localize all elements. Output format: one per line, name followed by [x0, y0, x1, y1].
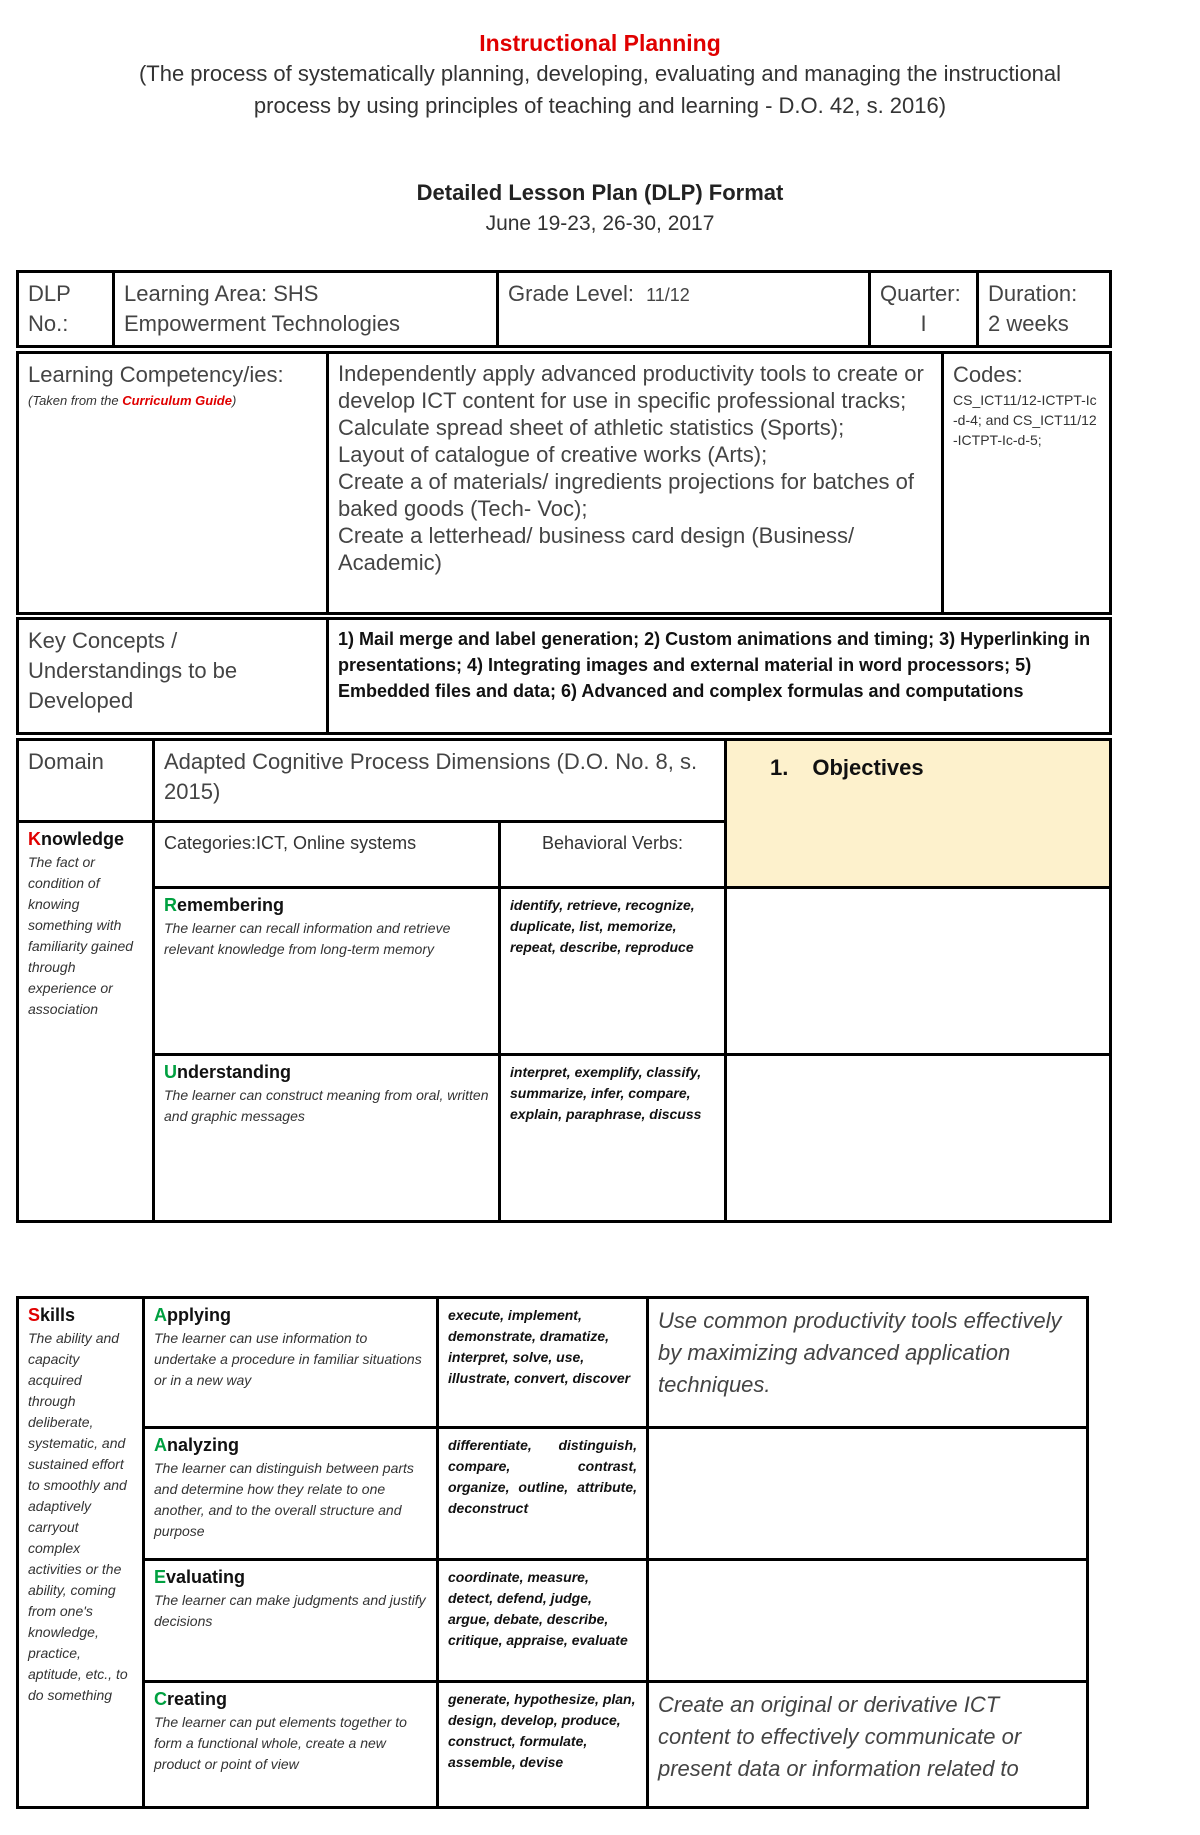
knowledge-table: [16, 738, 1112, 1223]
understanding-heading: [164, 1062, 489, 1083]
page-title: Instructional Planning: [479, 30, 721, 56]
understanding-cell: [154, 1055, 500, 1222]
understanding-desc: The learner can construct meaning from oral, written and graphic messages: [164, 1087, 489, 1124]
quarter-value: I: [920, 311, 927, 336]
dlp-title: Detailed Lesson Plan (DLP) Format: [416, 180, 784, 205]
analyzing-objective: [648, 1428, 1088, 1560]
competency-note-prefix: (Taken from the: [28, 393, 123, 408]
creating-objective: Create an original or derivative ICT content to effectively communicate or present data or information related to: [648, 1682, 1088, 1808]
objectives-title: [736, 747, 1100, 781]
key-concepts-label: Key Concepts / Understandings to be Developed: [18, 619, 328, 734]
evaluating-rest: valuating: [166, 1567, 246, 1587]
applying-rest: pplying: [167, 1305, 231, 1325]
key-concepts-text: 1) Mail merge and label generation; 2) Custom animations and timing; 3) Hyperlinking in presentations; 4) Integrating images and external material in word processors; 5) Embedded files and data; 6) Advanced and complex formulas and computations: [328, 619, 1111, 734]
duration-label: Duration:: [988, 281, 1078, 306]
codes-label: Codes:: [953, 362, 1023, 387]
info-table: [16, 270, 1112, 348]
objectives-header: [726, 740, 1111, 888]
evaluating-cell: [144, 1560, 438, 1682]
analyzing-rest: nalyzing: [167, 1435, 240, 1455]
analyzing-heading: [154, 1435, 427, 1456]
competency-note: [28, 390, 317, 411]
skills-table: [16, 1296, 1089, 1809]
applying-desc: The learner can use information to undertake a procedure in familiar situations or in a new way: [154, 1330, 422, 1388]
objectives-label: Objectives: [812, 755, 924, 780]
understanding-initial: U: [164, 1062, 177, 1082]
dlp-date: June 19-23, 26-30, 2017: [485, 212, 715, 235]
evaluating-verbs: coordinate, measure, detect, defend, judge, argue, debate, describe, critique, appraise, evaluate: [438, 1560, 648, 1682]
skills-desc: The ability and capacity acquired through deliberate, systematic, and sustained effort to smoothly and adaptively carryout complex activities or the ability, coming from one's knowledge, practice, aptitude, etc., to do something: [28, 1330, 128, 1703]
grade-level-label: Grade Level:: [508, 281, 634, 306]
learning-area-line-2: Empowerment Technologies: [124, 311, 400, 336]
competency-note-suffix: ): [231, 393, 237, 408]
understanding-rest: nderstanding: [177, 1062, 292, 1082]
applying-verbs: execute, implement, demonstrate, dramatize, interpret, solve, use, illustrate, convert, discover: [438, 1298, 648, 1428]
knowledge-rest: nowledge: [41, 829, 125, 849]
analyzing-verbs: differentiate, distinguish, compare, contrast, organize, outline, attribute, deconstruct: [438, 1428, 648, 1560]
creating-rest: reating: [167, 1689, 228, 1709]
analyzing-desc: The learner can distinguish between parts and determine how they relate to one another, and to the overall structure and purpose: [154, 1460, 414, 1539]
analyzing-initial: A: [154, 1435, 167, 1455]
creating-heading: [154, 1689, 427, 1710]
applying-initial: A: [154, 1305, 167, 1325]
learning-area: [114, 272, 498, 347]
analyzing-cell: [144, 1428, 438, 1560]
remembering-rest: emembering: [177, 895, 285, 915]
competency-table: [16, 351, 1112, 615]
codes-cell: [943, 353, 1111, 614]
remembering-cell: [154, 888, 500, 1055]
quarter-label: Quarter:: [880, 281, 961, 306]
duration: [978, 272, 1111, 347]
knowledge-domain: [18, 822, 154, 1222]
codes-value: CS_ICT11/12-ICTPT-Ic-d-4; and CS_ICT11/12-ICTPT-Ic-d-5;: [953, 392, 1097, 448]
objectives-number: 1.: [770, 755, 789, 780]
competency-line: Independently apply advanced productivity tools to create or develop ICT content for use in specific professional tracks;: [338, 361, 924, 413]
understanding-verbs: interpret, exemplify, classify, summarize, infer, compare, explain, paraphrase, discuss: [500, 1055, 726, 1222]
key-concepts-table: [16, 617, 1112, 735]
competency-label-cell: [18, 353, 328, 614]
dimensions-header: Adapted Cognitive Process Dimensions (D.O. No. 8, s. 2015): [154, 740, 726, 822]
applying-objective: Use common productivity tools effectively by maximizing advanced application techniques.: [648, 1298, 1088, 1428]
knowledge-desc: The fact or condition of knowing something with familiarity gained through experience or association: [28, 854, 134, 1017]
subtitle-line-1: (The process of systematically planning, developing, evaluating and managing the instructional: [138, 61, 1062, 86]
evaluating-desc: The learner can make judgments and justify decisions: [154, 1592, 426, 1629]
learning-area-line-1: Learning Area: SHS: [124, 281, 319, 306]
grade-level-value: 11/12: [646, 285, 690, 305]
evaluating-heading: [154, 1567, 427, 1588]
competency-line: Create a letterhead/ business card design (Business/ Academic): [338, 523, 855, 575]
applying-cell: [144, 1298, 438, 1428]
dlp-no-label: DLP No.:: [18, 272, 114, 347]
remembering-verbs: identify, retrieve, recognize, duplicate, list, memorize, repeat, describe, reproduce: [500, 888, 726, 1055]
evaluating-objective: [648, 1560, 1088, 1682]
subtitle-line-2: process by using principles of teaching and learning - D.O. 42, s. 2016): [253, 93, 947, 118]
knowledge-heading: [28, 829, 143, 850]
competency-label: Learning Competency/ies:: [28, 362, 284, 387]
categories: Categories:ICT, Online systems: [154, 822, 500, 888]
applying-heading: [154, 1305, 427, 1326]
skills-rest: kills: [40, 1305, 76, 1325]
competency-line: Calculate spread sheet of athletic statistics (Sports);: [338, 415, 845, 440]
remembering-objective: [726, 888, 1111, 1055]
creating-verbs: generate, hypothesize, plan, design, develop, produce, construct, formulate, assemble, devise: [438, 1682, 648, 1808]
quarter: [870, 272, 978, 347]
creating-cell: [144, 1682, 438, 1808]
creating-initial: C: [154, 1689, 167, 1709]
skills-initial: S: [28, 1305, 41, 1325]
understanding-objective: [726, 1055, 1111, 1222]
behavioral-verbs-header: Behavioral Verbs:: [500, 822, 726, 888]
domain-header: Domain: [18, 740, 154, 822]
remembering-heading: [164, 895, 489, 916]
remembering-desc: The learner can recall information and retrieve relevant knowledge from long-term memory: [164, 920, 451, 957]
grade-level: [498, 272, 870, 347]
competency-list: [328, 353, 943, 614]
creating-desc: The learner can put elements together to form a functional whole, create a new product or point of view: [154, 1714, 407, 1772]
skills-domain: [18, 1298, 144, 1808]
curriculum-guide-text: Curriculum Guide: [122, 393, 232, 408]
knowledge-initial: K: [28, 829, 41, 849]
skills-heading: [28, 1305, 133, 1326]
duration-value: 2 weeks: [988, 311, 1069, 336]
remembering-initial: R: [164, 895, 177, 915]
competency-line: Create a of materials/ ingredients projections for batches of baked goods (Tech- Voc);: [338, 469, 914, 521]
competency-line: Layout of catalogue of creative works (Arts);: [338, 442, 768, 467]
evaluating-initial: E: [154, 1567, 167, 1587]
